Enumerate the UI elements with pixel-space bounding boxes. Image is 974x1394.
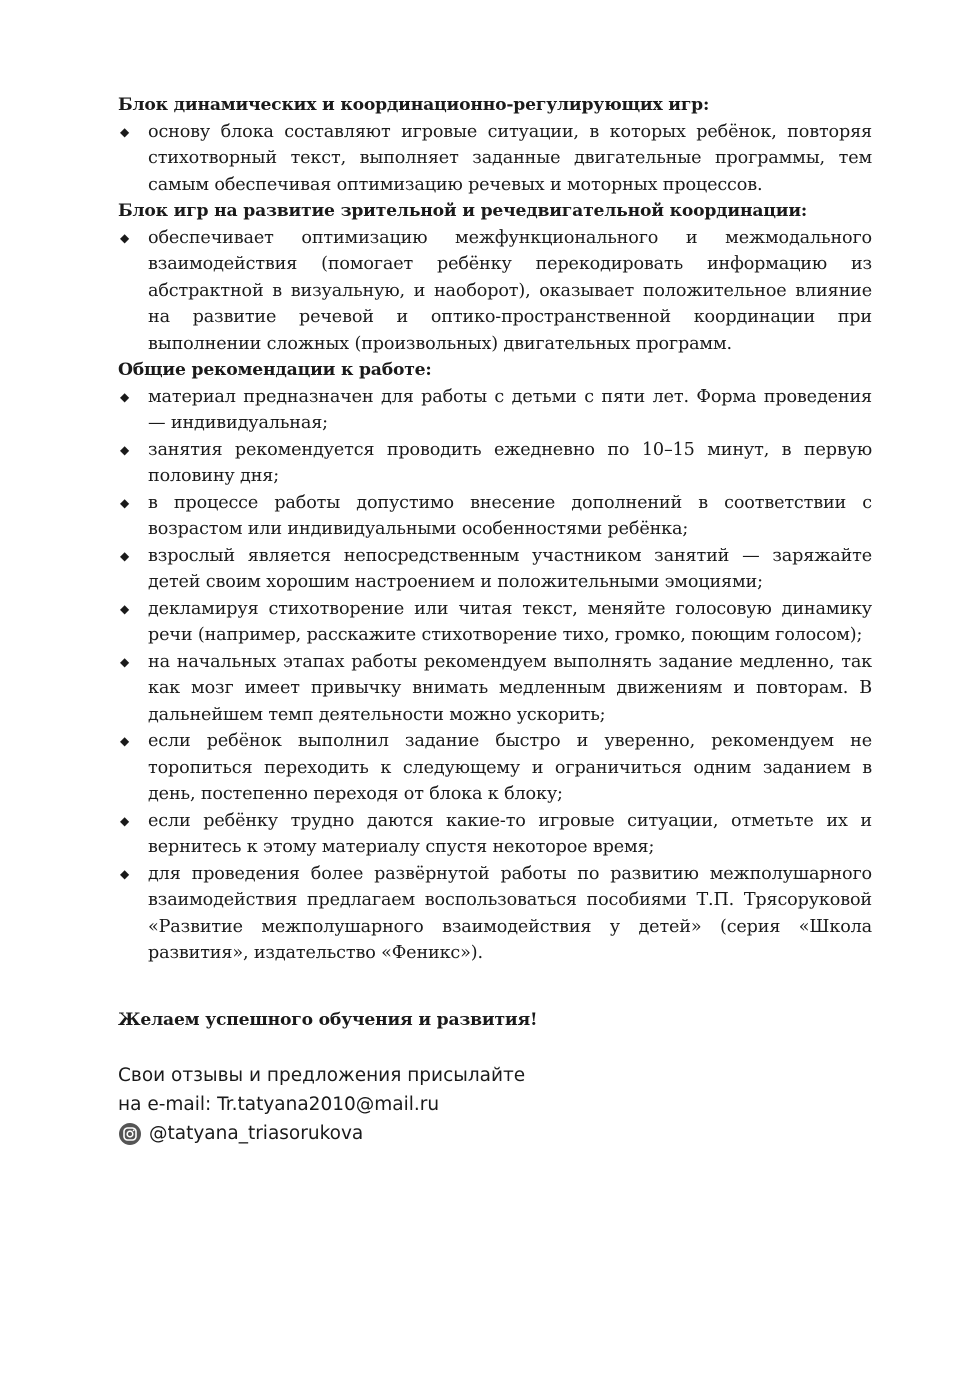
list-item-text: если ребёнок выполнил задание быстро и уверенно, рекомендуем не торопиться переходить к следующему и ограничиться одним заданием в день, постепенно переходя от блока к блоку;: [148, 731, 872, 804]
closing-wish: Желаем успешного обучения и развития!: [118, 1009, 538, 1030]
contacts-block: [118, 1061, 872, 1148]
list-item: [118, 596, 872, 649]
bullet-list: [118, 119, 872, 199]
list-item: [118, 225, 872, 358]
section-visual-coordination: [118, 198, 872, 357]
diamond-bullet-icon: ◆: [120, 389, 130, 404]
list-item-text: декламируя стихотворение или читая текст, меняйте голосовую динамику речи (например, расскажите стихотворение тихо, громко, поющим голосом);: [148, 598, 872, 645]
page-content: [118, 92, 872, 1148]
diamond-bullet-icon: ◆: [120, 495, 130, 510]
list-item: [118, 649, 872, 729]
list-item: [118, 490, 872, 543]
list-item-text: для проведения более развёрнутой работы по развитию межполушарного взаимодействия предлагаем воспользоваться пособиями Т.П. Трясоруковой «Развитие межполушарного взаимодействия у детей» (серия «Школа развития», издательство «Феникс»).: [148, 863, 872, 963]
diamond-bullet-icon: ◆: [120, 813, 130, 828]
section-heading: Блок динамических и координационно-регулирующих игр:: [118, 95, 710, 115]
section-dynamic-games: [118, 92, 872, 198]
instagram-handle: @tatyana_triasorukova: [149, 1123, 364, 1144]
list-item-text: занятия рекомендуется проводить ежедневно по 10–15 минут, в первую половину дня;: [148, 439, 872, 486]
list-item: [118, 543, 872, 596]
diamond-bullet-icon: ◆: [120, 230, 130, 245]
list-item-text: взрослый является непосредственным участником занятий — заряжайте детей своим хорошим настроением и положительными эмоциями;: [148, 545, 872, 592]
list-item: [118, 808, 872, 861]
diamond-bullet-icon: ◆: [120, 734, 130, 748]
diamond-bullet-icon: ◆: [120, 124, 130, 139]
diamond-bullet-icon: ◆: [120, 654, 130, 669]
section-heading: Блок игр на развитие зрительной и речедвигательной координации:: [118, 201, 808, 221]
bullet-list: [118, 225, 872, 358]
list-item: [118, 437, 872, 490]
section-heading: Общие рекомендации к работе:: [118, 360, 432, 380]
instagram-row: [118, 1119, 872, 1148]
list-item: [118, 119, 872, 199]
list-item-text: материал предназначен для работы с детьми с пяти лет. Форма проведения — индивидуальная;: [148, 386, 872, 433]
bullet-list: [118, 384, 872, 967]
diamond-bullet-icon: ◆: [120, 866, 130, 881]
list-item: [118, 861, 872, 967]
email-line: на e-mail: Tr.tatyana2010@mail.ru: [118, 1094, 440, 1115]
list-item-text: на начальных этапах работы рекомендуем выполнять задание медленно, так как мозг имеет привычку внимать медленным движениям и повторам. В дальнейшем темп деятельности можно ускорить;: [148, 651, 872, 725]
diamond-bullet-icon: ◆: [120, 442, 130, 457]
diamond-bullet-icon: ◆: [120, 548, 130, 563]
list-item-text: если ребёнку трудно даются какие-то игровые ситуации, отметьте их и вернитесь к этому материалу спустя некоторое время;: [148, 810, 872, 857]
section-general-recommendations: [118, 357, 872, 967]
instagram-icon: [118, 1122, 142, 1146]
list-item: [118, 728, 872, 808]
feedback-line: Свои отзывы и предложения присылайте: [118, 1065, 526, 1086]
list-item-text: обеспечивает оптимизацию межфункционального и межмодального взаимодействия (помогает ребёнку перекодировать информацию из абстрактной в визуальную, и наоборот), оказывает положительное влияние на развитие речевой и оптико-пространственной координации при выполнении сложных (произвольных) двигательных программ.: [148, 227, 872, 354]
list-item: [118, 384, 872, 437]
list-item-text: в процессе работы допустимо внесение дополнений в соответствии с возрастом или индивидуальными особенностями ребёнка;: [148, 492, 872, 539]
diamond-bullet-icon: ◆: [120, 601, 130, 616]
list-item-text: основу блока составляют игровые ситуации, в которых ребёнок, повторяя стихотворный текст, выполняет заданные двигательные программы, тем самым обеспечивая оптимизацию речевых и моторных процессов.: [148, 121, 872, 195]
